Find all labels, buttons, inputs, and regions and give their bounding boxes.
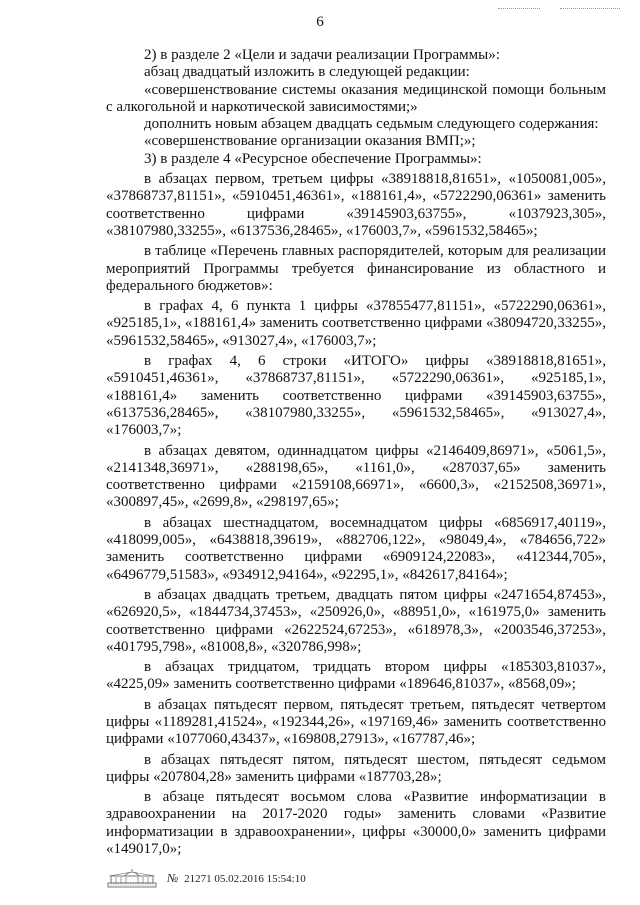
- paragraph: дополнить новым абзацем двадцать седьмым следующего содержания:: [144, 116, 599, 133]
- paragraph: в таблице «Перечень главных распорядителей, которым для реализации мероприятий Программы требуется финансирование из областного и федерального бюджетов»:: [106, 243, 606, 294]
- paragraph: в абзацах девятом, одиннадцатом цифры «2146409,86971», «5061,5», «2141348,36971», «288198,65», «1161,0», «287037,65» заменить соответственно цифрами «2159108,66971», «6600,3», «2152508,36971», «300897,45», «2699,8», «298197,65»;: [106, 442, 606, 511]
- paragraph: «совершенствование организации оказания ВМП;»;: [144, 133, 476, 150]
- paragraph: в абзацах двадцать третьем, двадцать пятом цифры «2471654,87453», «626920,5», «1844734,37453», «250926,0», «88951,0», «161975,0» заменить соответственно цифрами «2622524,67253», «618978,3», «2003546,37253», «401795,798», «81008,8», «320786,998»;: [106, 586, 606, 655]
- document-id: 21271: [184, 873, 212, 885]
- paragraph: в абзацах пятьдесят первом, пятьдесят третьем, пятьдесят четвертом цифры «1189281,41524», «192344,26», «197169,46» заменить соответственно цифрами «1077060,43437», «169808,27913», «167787,46»;: [106, 696, 606, 748]
- government-building-stamp-icon: [107, 868, 157, 888]
- registration-timestamp: 05.02.2016 15:54:10: [214, 873, 306, 885]
- paragraph: в графах 4, 6 пункта 1 цифры «37855477,81151», «5722290,06361», «925185,1», «188161,4» заменить соответственно цифрами «38094720,33255», «5961532,58465», «913027,4», «176003,7»;: [106, 298, 606, 349]
- page-number: 6: [316, 14, 324, 30]
- number-sign: №: [167, 871, 179, 885]
- paragraph: в абзацах первом, третьем цифры «38918818,81651», «1050081,005», «37868737,81151», «5910451,46361», «188161,4», «5722290,06361» заменить соответственно цифрами «39145903,63755», «1037923,305», «38107980,33255», «6137536,28465», «176003,7», «5961532,58465»;: [106, 171, 606, 239]
- corner-scan-mark: [498, 8, 540, 17]
- paragraph: в абзаце пятьдесят восьмом слова «Развитие информатизации в здравоохранении на 2017-2020 годы» заменить словами «Развитие информатизации в здравоохранении», цифры «30000,0» заменить цифрами «149017,0»;: [106, 789, 606, 858]
- paragraph: в графах 4, 6 строки «ИТОГО» цифры «38918818,81651», «5910451,46361», «37868737,81151», «5722290,06361», «925185,1», «188161,4» заменить соответственно цифрами «39145903,63755», «6137536,28465», «38107980,33255», «5961532,58465», «913027,4», «176003,7»;: [106, 353, 606, 439]
- paragraph: абзац двадцатый изложить в следующей редакции:: [144, 64, 470, 81]
- document-footer: [107, 868, 527, 890]
- document-body: [106, 47, 606, 858]
- paragraph: 3) в разделе 4 «Ресурсное обеспечение Программы»:: [144, 150, 482, 167]
- paragraph: в абзацах шестнадцатом, восемнадцатом цифры «6856917,40119», «418099,005», «6438818,39619», «882706,122», «98049,4», «784656,722» заменить соответственно цифрами «6909124,22083», «412344,705», «6496779,51583», «934912,94164», «92295,1», «842617,84164»;: [106, 514, 606, 583]
- paragraph: в абзацах пятьдесят пятом, пятьдесят шестом, пятьдесят седьмом цифры «207804,28» заменить цифрами «187703,28»;: [106, 751, 606, 785]
- corner-scan-mark: [560, 8, 620, 17]
- document-registration-stamp: [167, 871, 306, 886]
- paragraph: 2) в разделе 2 «Цели и задачи реализации Программы»:: [144, 47, 500, 63]
- paragraph: в абзацах тридцатом, тридцать втором цифры «185303,81037», «4225,09» заменить соответственно цифрами «189646,81037», «8568,09»;: [106, 659, 606, 693]
- paragraph: «совершенствование системы оказания медицинской помощи больным с алкогольной и наркотической зависимостями;»: [106, 81, 606, 115]
